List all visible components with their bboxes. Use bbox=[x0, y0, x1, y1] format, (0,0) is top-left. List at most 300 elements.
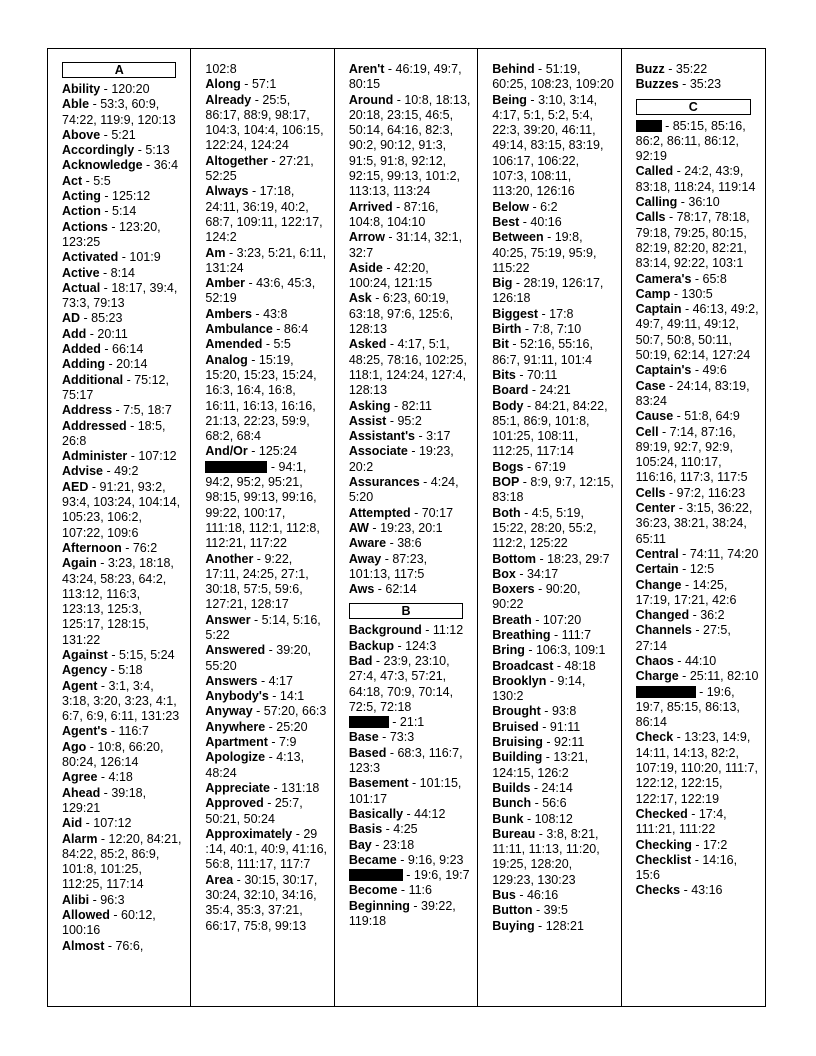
page-line-references: 28:19, 126:17, 126:18 bbox=[492, 276, 604, 306]
index-entry: Agency - 5:18 bbox=[62, 663, 143, 678]
index-entry: Area - 30:15, 30:17, 30:24, 32:10, 34:16, 35:4, 35:3, 37:21, 66:17, 75:8, 99:13 bbox=[205, 872, 318, 933]
index-term: Alarm bbox=[62, 831, 98, 846]
page-line-references: 43:6, 45:3, 52:19 bbox=[205, 276, 316, 306]
index-entry: Based - 68:3, 116:7, 123:3 bbox=[348, 745, 463, 776]
index-term: Bunch bbox=[492, 796, 532, 811]
page-line-references: 24:2, 43:9, 83:18, 118:24, 119:14 bbox=[635, 164, 756, 194]
index-entry: Button - 39:5 bbox=[492, 903, 568, 918]
index-entry bbox=[205, 62, 327, 77]
index-term: Add bbox=[62, 326, 87, 341]
index-entry: Alarm - 12:20, 84:21, 84:22, 85:2, 86:9, 101:8, 101:25, 112:25, 117:14 bbox=[62, 831, 182, 892]
page-line-references: 17:8 bbox=[549, 306, 574, 321]
page-line-references: 73:3 bbox=[389, 730, 415, 745]
page-line-references: 5:21 bbox=[111, 127, 136, 142]
index-term: Agent's bbox=[62, 724, 108, 739]
index-term: Answered bbox=[205, 643, 266, 658]
index-entry: Breath - 107:20 bbox=[492, 612, 582, 627]
page-line-references: 87:16, 104:8, 104:10 bbox=[348, 199, 439, 229]
page-line-references: 95:2 bbox=[397, 413, 422, 428]
index-entry: Anybody's - 14:1 bbox=[205, 689, 305, 704]
index-term: Address bbox=[62, 403, 113, 418]
index-entry: Box - 34:17 bbox=[492, 566, 559, 581]
index-term: Bogs bbox=[492, 459, 524, 474]
page-line-references: 14:16, 15:6 bbox=[635, 852, 738, 883]
index-term: Checked bbox=[635, 806, 688, 821]
page-line-references: 70:17 bbox=[421, 505, 454, 520]
index-term: Attempted bbox=[348, 505, 411, 520]
index-entry: Ago - 10:8, 66:20, 80:24, 126:14 bbox=[62, 739, 164, 770]
index-term: Checking bbox=[635, 837, 692, 852]
index-term: Answers bbox=[205, 673, 258, 688]
index-entry: Arrow - 31:14, 32:1, 32:7 bbox=[348, 230, 463, 260]
page-line-references: 36:4 bbox=[153, 158, 179, 173]
index-term: Builds bbox=[492, 780, 531, 795]
index-term: Assurances bbox=[348, 475, 420, 490]
index-term: Camera's bbox=[635, 271, 692, 286]
page-line-references: 35:22 bbox=[675, 62, 708, 76]
index-entry: Breathing - 111:7 bbox=[492, 627, 592, 642]
page-line-references: 9:16, 9:23 bbox=[407, 852, 464, 867]
index-term: Became bbox=[348, 852, 397, 867]
index-term: Above bbox=[62, 127, 101, 142]
index-term: Basis bbox=[348, 822, 383, 837]
page-line-references: 17:4, 111:21, 111:22 bbox=[635, 806, 727, 837]
index-entry: Apologize - 4:13, 48:24 bbox=[205, 750, 305, 780]
page-line-references: 57:20, 66:3 bbox=[263, 704, 327, 719]
index-entry: Bruising - 92:11 bbox=[492, 735, 585, 750]
index-term: Agent bbox=[62, 678, 98, 693]
index-term: Acting bbox=[62, 189, 101, 204]
index-entry: Bunk - 108:12 bbox=[492, 811, 573, 826]
page-line-references: 38:6 bbox=[397, 536, 422, 551]
index-term: Bit bbox=[492, 337, 509, 352]
index-entry: Act - 5:5 bbox=[62, 173, 111, 188]
page-line-references: 3:23, 5:21, 6:11, 131:24 bbox=[205, 245, 327, 275]
redaction-bar bbox=[636, 120, 662, 132]
index-entry: Center - 3:15, 36:22, 36:23, 38:21, 38:24, 65:11 bbox=[635, 501, 753, 546]
index-term: Actions bbox=[62, 219, 108, 234]
index-term: Captain bbox=[635, 302, 682, 317]
index-entry: Case - 24:14, 83:19, 83:24 bbox=[635, 378, 750, 408]
page-line-references: 3:8, 8:21, 11:11, 11:13, 11:20, 19:25, 128:20, 129:23, 130:23 bbox=[492, 826, 600, 887]
index-entry: Change - 14:25, 17:19, 17:21, 42:6 bbox=[635, 577, 737, 607]
page-line-references: 49:6 bbox=[702, 363, 727, 378]
index-entry: Answers - 4:17 bbox=[205, 673, 293, 688]
index-entry: Administer - 107:12 bbox=[62, 449, 177, 464]
page-line-references: 70:11 bbox=[526, 367, 558, 382]
index-entry: Answered - 39:20, 55:20 bbox=[205, 643, 312, 673]
index-column-2 bbox=[191, 49, 334, 1006]
page-line-references: 24:21 bbox=[539, 383, 571, 398]
index-entry: Birth - 7:8, 7:10 bbox=[492, 322, 582, 337]
index-entry: Addressed - 18:5, 26:8 bbox=[62, 418, 166, 448]
index-entry: - 19:6, 19:7 bbox=[349, 868, 471, 883]
index-term: Already bbox=[205, 92, 252, 107]
index-entry: Board - 24:21 bbox=[492, 383, 571, 398]
index-term: Advise bbox=[62, 464, 103, 479]
index-entry: Calls - 78:17, 78:18, 79:18, 79:25, 80:15, 82:19, 82:20, 82:21, 83:14, 92:22, 103:1 bbox=[635, 210, 750, 271]
index-entry: Allowed - 60:12, 100:16 bbox=[62, 908, 156, 938]
page-line-references: 40:16 bbox=[530, 214, 562, 229]
index-term: Background bbox=[348, 623, 422, 638]
index-entry: Certain - 12:5 bbox=[635, 562, 715, 577]
index-entry: Biggest - 17:8 bbox=[492, 306, 574, 321]
index-entry: Captain - 46:13, 49:2, 49:7, 49:11, 49:12, 50:7, 50:8, 50:11, 50:19, 62:14, 127:24 bbox=[635, 302, 759, 363]
page-line-references: 5:14, 5:16, 5:22 bbox=[205, 612, 321, 642]
index-entry: Aid - 107:12 bbox=[62, 816, 132, 831]
page-line-references: 19:6, 19:7 bbox=[413, 868, 470, 883]
index-entry: Accordingly - 5:13 bbox=[62, 143, 170, 158]
page-line-references: 42:20, 100:24, 121:15 bbox=[348, 260, 433, 291]
page-line-references: 11:6 bbox=[408, 883, 432, 898]
index-term: Backup bbox=[348, 638, 394, 653]
index-term: Brought bbox=[492, 704, 541, 719]
page-line-references: 6:2 bbox=[540, 199, 558, 214]
index-term: Chaos bbox=[635, 653, 674, 668]
page-line-references: 74:11, 74:20 bbox=[689, 546, 759, 561]
page-line-references: 86:4 bbox=[283, 322, 309, 337]
index-term: Buzz bbox=[635, 62, 665, 76]
index-term: Boxers bbox=[492, 582, 535, 597]
index-term: Ambers bbox=[205, 306, 252, 321]
index-term: Almost bbox=[62, 938, 105, 953]
page-line-references: 6:23, 60:19, 63:18, 97:6, 125:6, 128:13 bbox=[348, 291, 454, 337]
page-line-references: 7:8, 7:10 bbox=[532, 322, 582, 337]
index-term: Addressed bbox=[62, 418, 127, 433]
index-entry: Added - 66:14 bbox=[62, 342, 144, 357]
index-entry: Amber - 43:6, 45:3, 52:19 bbox=[205, 276, 316, 306]
index-entry: Ability - 120:20 bbox=[62, 82, 150, 96]
page-line-references: 8:9, 9:7, 12:15, 83:18 bbox=[492, 475, 614, 505]
index-term: Aside bbox=[348, 260, 383, 275]
page-line-references: 116:7 bbox=[118, 724, 149, 739]
index-entry: Active - 8:14 bbox=[62, 265, 135, 280]
index-entry: Bottom - 18:23, 29:7 bbox=[492, 551, 610, 566]
index-entry: Aren't - 46:19, 49:7, 80:15 bbox=[348, 62, 462, 92]
index-entry: Base - 73:3 bbox=[348, 730, 415, 745]
page-line-references: 43:8 bbox=[263, 306, 288, 321]
index-term: Bits bbox=[492, 367, 516, 382]
index-entry: Bogs - 67:19 bbox=[492, 459, 566, 474]
index-entry: Big - 28:19, 126:17, 126:18 bbox=[492, 276, 604, 306]
page-line-references: 53:3, 60:9, 74:22, 119:9, 120:13 bbox=[62, 97, 176, 127]
index-term: Become bbox=[348, 883, 398, 898]
index-term: Alibi bbox=[62, 892, 90, 907]
index-term: Check bbox=[635, 730, 674, 745]
page-line-references: 125:12 bbox=[112, 189, 151, 204]
index-term: Base bbox=[348, 730, 379, 745]
page-line-references: 44:12 bbox=[414, 806, 446, 821]
index-term: Between bbox=[492, 230, 544, 245]
index-term: Aware bbox=[348, 536, 387, 551]
index-term: Acknowledge bbox=[62, 158, 143, 173]
page-line-references: 4:17, 5:1, 48:25, 78:16, 102:25, 118:1, 124:24, 127:4, 128:13 bbox=[348, 337, 467, 398]
index-entry: Asked - 4:17, 5:1, 48:25, 78:16, 102:25, 118:1, 124:24, 127:4, 128:13 bbox=[348, 337, 467, 398]
page-line-references: 68:3, 116:7, 123:3 bbox=[348, 745, 463, 776]
index-term: Administer bbox=[62, 449, 128, 464]
page-line-references: 8:14 bbox=[110, 265, 135, 280]
index-term: Asking bbox=[348, 398, 391, 413]
index-term: Case bbox=[635, 378, 666, 393]
index-entry: Always - 17:18, 24:11, 36:19, 40:2, 68:7, 109:11, 122:17, 124:2 bbox=[205, 184, 323, 245]
index-entry: Checklist - 14:16, 15:6 bbox=[635, 852, 738, 883]
page-line-references: 19:6, 19:7, 85:15, 86:13, 86:14 bbox=[635, 684, 740, 730]
index-page-frame bbox=[47, 48, 766, 1007]
index-entry: Away - 87:23, 101:13, 117:5 bbox=[348, 551, 428, 581]
index-entry: Add - 20:11 bbox=[62, 326, 128, 341]
page-line-references: 4:24, 5:20 bbox=[348, 475, 459, 505]
index-entry: - 85:15, 85:16, 86:2, 86:11, 86:12, 92:19 bbox=[635, 118, 746, 164]
page-line-references: 90:20, 90:22 bbox=[492, 582, 581, 612]
redaction-bar bbox=[636, 686, 696, 698]
index-entry: Able - 53:3, 60:9, 74:22, 119:9, 120:13 bbox=[62, 97, 176, 127]
index-entry: Being - 3:10, 3:14, 4:17, 5:1, 5:2, 5:4, 22:3, 39:20, 46:11, 49:14, 83:15, 83:19, 106:17, 106:22, 107:3, 108:11, 113:20, 126:16 bbox=[492, 92, 604, 199]
page-line-references: 20:11 bbox=[97, 326, 128, 341]
index-entry: Alibi - 96:3 bbox=[62, 892, 125, 907]
page-line-references: 52:16, 55:16, 86:7, 91:11, 101:4 bbox=[492, 337, 593, 367]
page-line-references: 85:15, 85:16, 86:2, 86:11, 86:12, 92:19 bbox=[635, 118, 746, 164]
page-line-references: 4:5, 5:19, 15:22, 28:20, 55:2, 112:2, 125:22 bbox=[492, 505, 597, 551]
index-entry: Above - 5:21 bbox=[62, 127, 136, 142]
index-entry: Analog - 15:19, 15:20, 15:23, 15:24, 16:3, 16:4, 16:8, 16:11, 16:13, 16:16, 21:13, 22:23, 59:9, 68:2, 68:4 bbox=[205, 352, 317, 444]
index-term: Afternoon bbox=[62, 540, 122, 555]
index-term: AED bbox=[62, 479, 89, 494]
index-term: Biggest bbox=[492, 306, 539, 321]
index-entry: Basement - 101:15, 101:17 bbox=[348, 776, 462, 806]
index-entry: Behind - 51:19, 60:25, 108:23, 109:20 bbox=[492, 62, 614, 92]
index-entry: Channels - 27:5, 27:14 bbox=[635, 623, 731, 653]
index-entry: Checks - 43:16 bbox=[635, 883, 723, 898]
page-line-references: 23:18 bbox=[382, 837, 415, 852]
index-entry: Arrived - 87:16, 104:8, 104:10 bbox=[348, 199, 439, 229]
index-term: Arrived bbox=[348, 199, 393, 214]
index-entry: Aware - 38:6 bbox=[348, 536, 422, 551]
page-line-references: 7:14, 87:16, 89:19, 92:7, 92:9, 105:24, 110:17, 116:16, 117:3, 117:5 bbox=[635, 424, 748, 485]
page-line-references: 39:22, 119:18 bbox=[348, 898, 456, 929]
page-line-references: 5:13 bbox=[145, 143, 170, 158]
index-term: Bruised bbox=[492, 719, 539, 734]
index-term: Ambulance bbox=[205, 322, 273, 337]
index-term: Asked bbox=[348, 337, 387, 352]
page-line-references: 56:6 bbox=[542, 796, 567, 811]
page-line-references: 10:8, 18:13, 20:18, 23:15, 46:5, 50:14, 64:16, 82:3, 90:2, 90:12, 91:3, 91:5, 91:8, 92:12, 92:15, 99:13, 101:2, 113:13, 113:24 bbox=[348, 92, 471, 199]
page-line-references: 108:12 bbox=[534, 811, 573, 826]
index-entry: Cause - 51:8, 64:9 bbox=[635, 409, 740, 424]
index-term: Calling bbox=[635, 195, 678, 210]
index-term: Bus bbox=[492, 888, 516, 903]
index-entry: Ahead - 39:18, 129:21 bbox=[62, 785, 147, 815]
index-entry: Captain's - 49:6 bbox=[635, 363, 727, 378]
index-term: Captain's bbox=[635, 363, 692, 378]
page-line-references: 130:5 bbox=[681, 286, 713, 301]
index-term: Buying bbox=[492, 918, 535, 933]
index-term: Aren't bbox=[348, 62, 385, 76]
index-entry: Answer - 5:14, 5:16, 5:22 bbox=[205, 612, 321, 642]
index-term: Agree bbox=[62, 770, 98, 785]
index-entry: AD - 85:23 bbox=[62, 311, 123, 326]
index-entry: Aside - 42:20, 100:24, 121:15 bbox=[348, 260, 433, 291]
index-entry: Appreciate - 131:18 bbox=[205, 780, 320, 795]
index-entry: Broadcast - 48:18 bbox=[492, 658, 596, 673]
index-entry: Activated - 101:9 bbox=[62, 250, 161, 265]
index-column-4 bbox=[478, 49, 621, 1006]
index-term: Body bbox=[492, 398, 524, 413]
page-line-references: 84:21, 84:22, 85:1, 86:9, 101:8, 101:25, 108:11, 112:25, 117:14 bbox=[492, 398, 608, 459]
index-term: Active bbox=[62, 265, 100, 280]
page-line-references: 7:5, 18:7 bbox=[123, 403, 172, 418]
index-term: Additional bbox=[62, 372, 124, 387]
index-term: Appreciate bbox=[205, 780, 271, 795]
page-line-references: 24:14 bbox=[541, 780, 573, 795]
index-term: Anybody's bbox=[205, 689, 269, 704]
index-term: Ahead bbox=[62, 785, 101, 800]
index-entry: Altogether - 27:21, 52:25 bbox=[205, 153, 314, 184]
index-entry: Anyway - 57:20, 66:3 bbox=[205, 704, 327, 719]
index-entry: Charge - 25:11, 82:10 bbox=[635, 669, 759, 684]
page-line-references: 3:23, 18:18, 43:24, 58:23, 64:2, 113:12, 116:3, 123:13, 125:3, 125:17, 128:15, 131:22 bbox=[62, 556, 174, 647]
index-entry: Adding - 20:14 bbox=[62, 357, 148, 372]
index-entry: Ambers - 43:8 bbox=[205, 306, 288, 321]
page-line-references: 66:14 bbox=[112, 342, 144, 357]
index-term: Analog bbox=[205, 352, 248, 367]
page-line-references: 36:2 bbox=[700, 608, 725, 623]
page-line-references: 101:9 bbox=[129, 250, 161, 265]
index-entry: Bruised - 91:11 bbox=[492, 719, 581, 734]
index-term: Aws bbox=[348, 582, 375, 597]
page-line-references: 19:23, 20:2 bbox=[348, 444, 454, 474]
index-term: Big bbox=[492, 276, 513, 291]
page-line-references: 46:16 bbox=[526, 888, 559, 903]
page-line-references: 19:8, 40:25, 75:19, 95:9, 115:22 bbox=[492, 230, 597, 275]
index-term: Approved bbox=[205, 796, 264, 811]
index-term: Camp bbox=[635, 286, 671, 301]
index-term: AD bbox=[62, 311, 81, 326]
index-entry: Amended - 5:5 bbox=[205, 337, 291, 352]
index-term: Basically bbox=[348, 806, 404, 821]
page-line-references: 75:12, 75:17 bbox=[62, 372, 169, 402]
page-line-references: 15:19, 15:20, 15:23, 15:24, 16:3, 16:4, 16:8, 16:11, 16:13, 16:16, 21:13, 22:23, 59:9, 68:2, 68:4 bbox=[205, 352, 317, 444]
index-entry: Asking - 82:11 bbox=[348, 398, 432, 413]
page-line-references: 4:17 bbox=[268, 673, 293, 688]
page-line-references: 25:7, 50:21, 50:24 bbox=[205, 796, 303, 826]
page-line-references: 5:14 bbox=[112, 204, 137, 219]
index-entry: Am - 3:23, 5:21, 6:11, 131:24 bbox=[205, 245, 327, 275]
index-term: Ability bbox=[62, 82, 101, 96]
page-line-references: 107:12 bbox=[138, 449, 177, 464]
index-entry: Buying - 128:21 bbox=[492, 918, 584, 933]
index-entry: Cells - 97:2, 116:23 bbox=[635, 485, 746, 500]
index-entry: Brought - 93:8 bbox=[492, 704, 577, 719]
index-term: Added bbox=[62, 342, 101, 357]
page-line-references: 27:21, 52:25 bbox=[205, 153, 314, 184]
index-term: Basement bbox=[348, 776, 409, 791]
index-term: Bring bbox=[492, 643, 525, 658]
page-line-references: 4:18 bbox=[108, 770, 133, 785]
index-term: Adding bbox=[62, 357, 106, 372]
index-term: Both bbox=[492, 505, 521, 520]
index-term: Breath bbox=[492, 612, 532, 627]
page-line-references: 21:1 bbox=[399, 715, 425, 730]
index-entry: Building - 13:21, 124:15, 126:2 bbox=[492, 750, 589, 780]
page-line-references: 27:5, 27:14 bbox=[635, 623, 731, 653]
page-line-references: 107:12 bbox=[93, 816, 132, 831]
index-term: Building bbox=[492, 750, 543, 765]
page-line-references: 97:2, 116:23 bbox=[676, 485, 746, 500]
index-entry: Bay - 23:18 bbox=[348, 837, 415, 852]
index-entry: BOP - 8:9, 9:7, 12:15, 83:18 bbox=[492, 475, 614, 505]
page-line-references: 87:23, 101:13, 117:5 bbox=[348, 551, 428, 581]
index-term: Certain bbox=[635, 562, 679, 577]
page-line-references: 96:3 bbox=[100, 892, 125, 907]
index-term: Ask bbox=[348, 291, 372, 306]
index-entry: Both - 4:5, 5:19, 15:22, 28:20, 55:2, 112:2, 125:22 bbox=[492, 505, 597, 551]
page-line-references: 48:18 bbox=[564, 658, 596, 673]
index-entry: - 94:1, 94:2, 95:2, 95:21, 98:15, 99:13, 99:16, 99:22, 100:17, 111:18, 112:1, 112:8, 112:21, 117:22 bbox=[205, 459, 320, 551]
page-line-references: 91:11 bbox=[549, 719, 581, 734]
page-line-references: 36:10 bbox=[688, 195, 720, 210]
index-entry: Afternoon - 76:2 bbox=[62, 540, 158, 555]
redaction-bar bbox=[205, 461, 267, 473]
index-term: Change bbox=[635, 577, 682, 592]
index-term: Actual bbox=[62, 280, 101, 295]
index-term: Central bbox=[635, 546, 679, 561]
page-line-references: 57:1 bbox=[251, 77, 277, 92]
index-term: Apartment bbox=[205, 735, 268, 750]
index-term: Approximately bbox=[205, 826, 293, 841]
index-entry: Another - 9:22, 17:11, 24:25, 27:1, 30:18, 57:5, 59:6, 127:21, 128:17 bbox=[205, 551, 309, 612]
index-entry: Camp - 130:5 bbox=[635, 286, 713, 301]
page-line-references: 125:24 bbox=[258, 444, 298, 459]
page-line-references: 92:11 bbox=[554, 735, 585, 750]
index-entry: Checked - 17:4, 111:21, 111:22 bbox=[635, 806, 727, 837]
index-entry: Cell - 7:14, 87:16, 89:19, 92:7, 92:9, 105:24, 110:17, 116:16, 117:3, 117:5 bbox=[635, 424, 748, 485]
redaction-bar bbox=[349, 716, 389, 728]
index-term: Being bbox=[492, 92, 527, 107]
index-entry: Assist - 95:2 bbox=[348, 413, 422, 428]
index-entry: Additional - 75:12, 75:17 bbox=[62, 372, 169, 402]
index-entry: - 21:1 bbox=[349, 715, 471, 730]
index-entry: Almost - 76:6, bbox=[62, 938, 144, 953]
index-term: Cause bbox=[635, 409, 674, 424]
page-line-references: 93:8 bbox=[551, 704, 577, 719]
page-line-references: 65:8 bbox=[702, 271, 727, 286]
page-line-references: 24:14, 83:19, 83:24 bbox=[635, 378, 750, 408]
index-entry: Agent - 3:1, 3:4, 3:18, 3:20, 3:23, 4:1, 6:7, 6:9, 6:11, 131:23 bbox=[62, 678, 180, 724]
index-entry: Beginning - 39:22, 119:18 bbox=[348, 898, 456, 929]
index-entry: Apartment - 7:9 bbox=[205, 735, 297, 750]
section-letter-header: B bbox=[349, 603, 463, 619]
page-line-references: 5:15, 5:24 bbox=[118, 647, 175, 662]
index-term: BOP bbox=[492, 475, 520, 490]
page-line-references: 44:10 bbox=[684, 653, 717, 668]
index-entry: Acknowledge - 36:4 bbox=[62, 158, 179, 173]
page-line-references: 3:1, 3:4, 3:18, 3:20, 3:23, 4:1, 6:7, 6:9, 6:11, 131:23 bbox=[62, 678, 180, 724]
index-term: Buzzes bbox=[635, 77, 679, 92]
page-line-references: 76:2 bbox=[132, 540, 158, 555]
index-entry: Around - 10:8, 18:13, 20:18, 23:15, 46:5, 50:14, 64:16, 82:3, 90:2, 90:12, 91:3, 91:5, 91:8, 92:12, 92:15, 99:13, 101:2, 113:13, 113:24 bbox=[348, 92, 471, 199]
page-line-references: 25:11, 82:10 bbox=[689, 669, 759, 684]
page-line-references: 91:21, 93:2, 93:4, 103:24, 104:14, 105:23, 106:2, 107:22, 109:6 bbox=[62, 479, 181, 540]
page-line-references: 51:19, 60:25, 108:23, 109:20 bbox=[492, 62, 614, 92]
page-line-references: 30:15, 30:17, 30:24, 32:10, 34:16, 35:4, 35:3, 37:21, 66:17, 75:8, 99:13 bbox=[205, 872, 318, 933]
index-entry: Address - 7:5, 18:7 bbox=[62, 403, 172, 418]
page-line-references: 3:15, 36:22, 36:23, 38:21, 38:24, 65:11 bbox=[635, 501, 753, 546]
index-term: Checks bbox=[635, 883, 681, 898]
index-term: Based bbox=[348, 745, 387, 760]
index-term: Amber bbox=[205, 276, 245, 291]
index-entry: Agree - 4:18 bbox=[62, 770, 133, 785]
index-term: Broadcast bbox=[492, 658, 554, 673]
